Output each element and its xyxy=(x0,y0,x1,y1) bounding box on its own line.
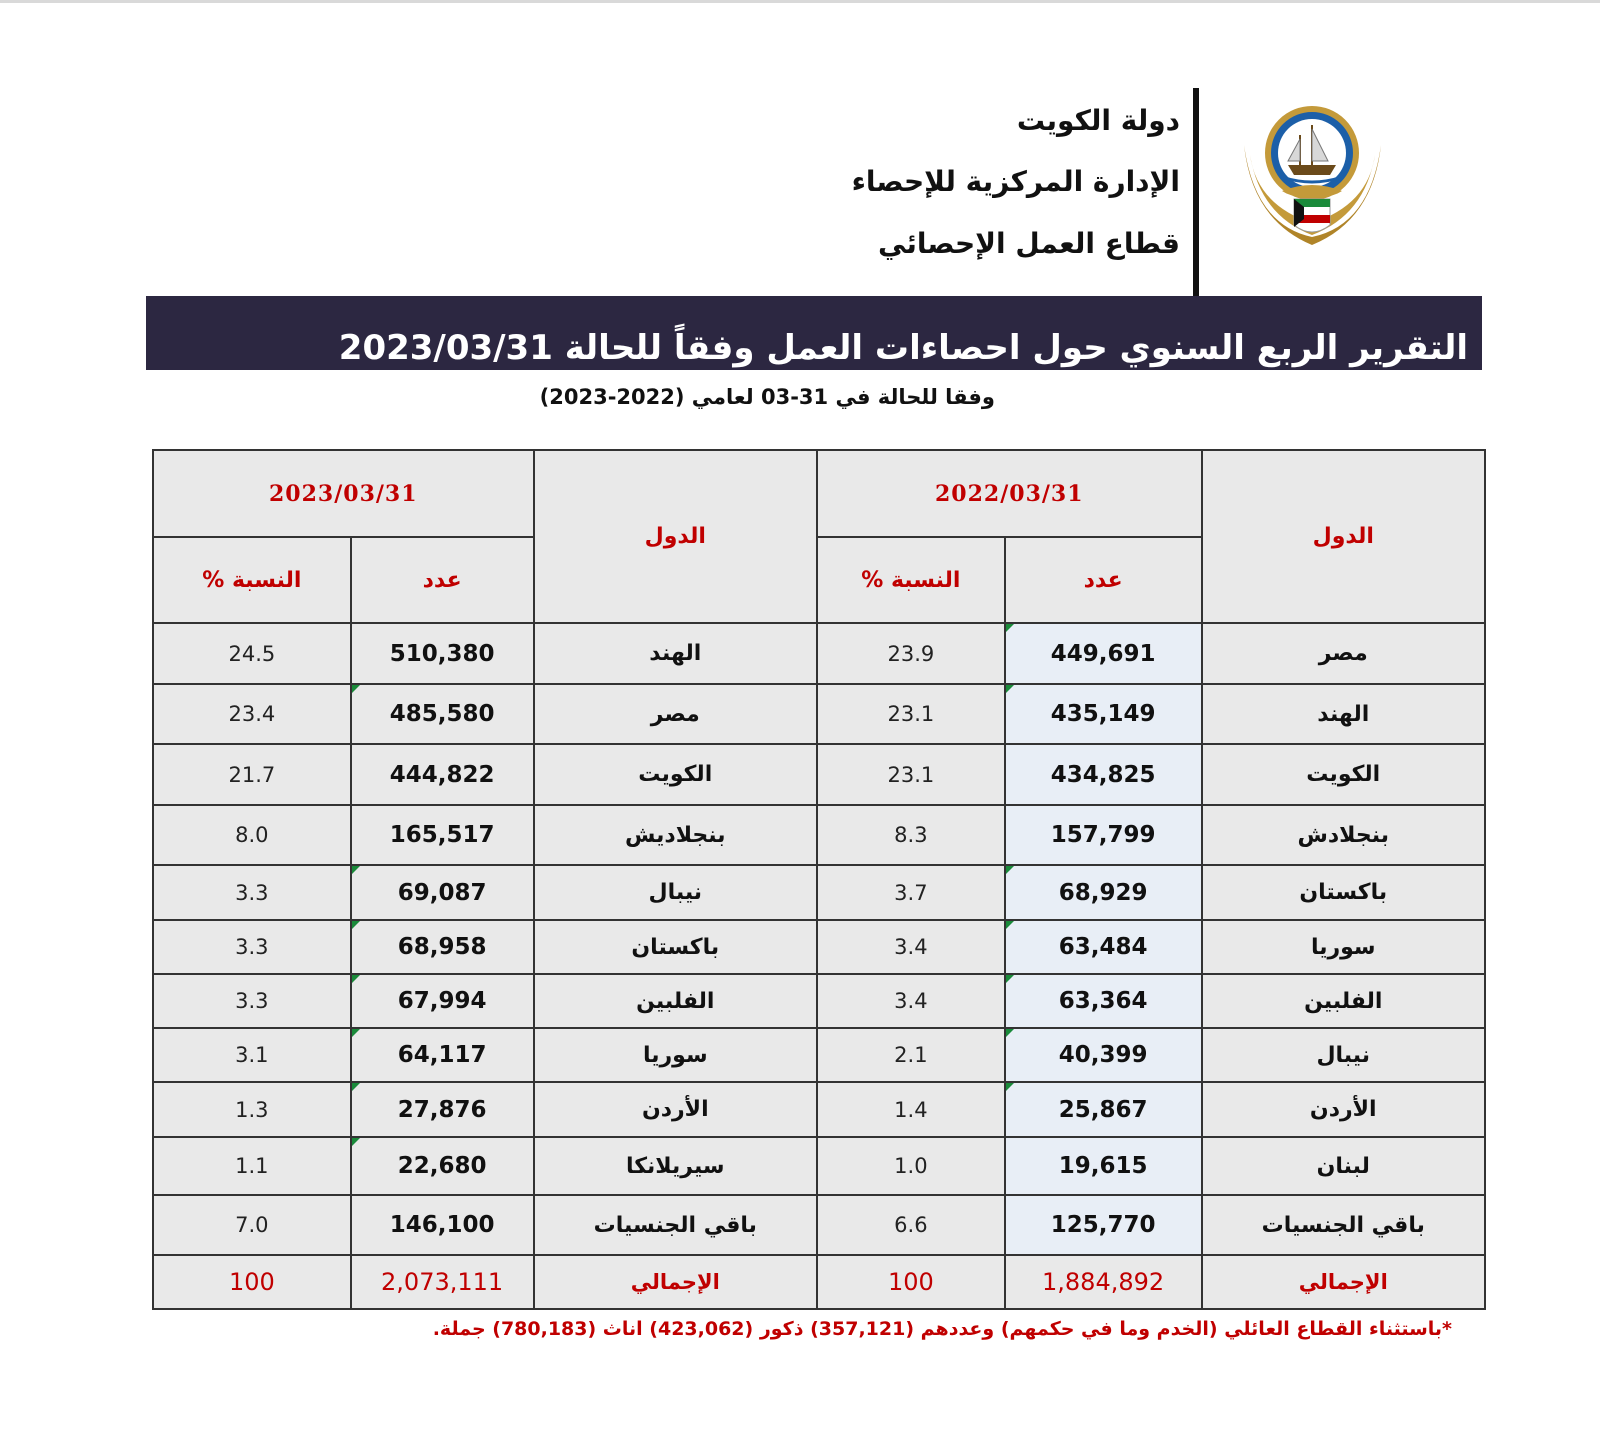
pct-2022: 6.6 xyxy=(817,1195,1005,1255)
count-header-2022: عدد xyxy=(1005,537,1202,623)
pct-header-2022: النسبة % xyxy=(817,537,1005,623)
count-2023: 67,994 xyxy=(351,974,534,1028)
pct-2022: 23.1 xyxy=(817,744,1005,805)
pct-2022: 23.1 xyxy=(817,684,1005,744)
pct-2022: 8.3 xyxy=(817,805,1005,865)
count-2023: 27,876 xyxy=(351,1082,534,1137)
count-2023: 146,100 xyxy=(351,1195,534,1255)
total-pct-2023: 100 xyxy=(153,1255,351,1309)
country-2023: سوريا xyxy=(534,1028,818,1082)
count-2022: 449,691 xyxy=(1005,623,1202,684)
country-2022: الفلبين xyxy=(1202,974,1486,1028)
pct-2022: 2.1 xyxy=(817,1028,1005,1082)
table-row xyxy=(153,1195,1485,1255)
count-2022: 435,149 xyxy=(1005,684,1202,744)
header-row-dates xyxy=(153,450,1485,537)
country-2022: سوريا xyxy=(1202,920,1486,974)
count-2023: 444,822 xyxy=(351,744,534,805)
table-row xyxy=(153,920,1485,974)
pct-2022: 1.0 xyxy=(817,1137,1005,1195)
org-name-state: دولة الكويت xyxy=(1016,104,1180,137)
top-divider xyxy=(0,0,1600,3)
pct-2022: 1.4 xyxy=(817,1082,1005,1137)
country-2023: باكستان xyxy=(534,920,818,974)
country-2022: باكستان xyxy=(1202,865,1486,920)
count-2023: 64,117 xyxy=(351,1028,534,1082)
country-header-2022: الدول xyxy=(1202,450,1486,623)
count-2022: 63,484 xyxy=(1005,920,1202,974)
labor-stats-table xyxy=(152,449,1486,1310)
total-label-2022: الإجمالي xyxy=(1202,1255,1486,1309)
country-2022: باقي الجنسيات xyxy=(1202,1195,1486,1255)
table-row xyxy=(153,805,1485,865)
pct-header-2023: النسبة % xyxy=(153,537,351,623)
pct-2023: 1.3 xyxy=(153,1082,351,1137)
country-2023: الهند xyxy=(534,623,818,684)
pct-2023: 1.1 xyxy=(153,1137,351,1195)
country-2022: الهند xyxy=(1202,684,1486,744)
pct-2023: 3.1 xyxy=(153,1028,351,1082)
total-label-2023: الإجمالي xyxy=(534,1255,818,1309)
country-2023: الكويت xyxy=(534,744,818,805)
count-header-2023: عدد xyxy=(351,537,534,623)
kuwait-emblem-icon xyxy=(1230,95,1395,260)
count-2023: 22,680 xyxy=(351,1137,534,1195)
count-2022: 63,364 xyxy=(1005,974,1202,1028)
table-row xyxy=(153,684,1485,744)
country-2023: سيريلانكا xyxy=(534,1137,818,1195)
report-subtitle: وفقا للحالة في 31-03 لعامي (2022-2023) xyxy=(539,385,995,409)
country-2023: مصر xyxy=(534,684,818,744)
pct-2023: 8.0 xyxy=(153,805,351,865)
date-header-2023: 2023/03/31 xyxy=(153,450,534,537)
table-row xyxy=(153,974,1485,1028)
table-row xyxy=(153,1028,1485,1082)
table-row xyxy=(153,1137,1485,1195)
count-2023: 165,517 xyxy=(351,805,534,865)
country-2023: الأردن xyxy=(534,1082,818,1137)
country-2022: بنجلادش xyxy=(1202,805,1486,865)
total-pct-2022: 100 xyxy=(817,1255,1005,1309)
pct-2022: 3.7 xyxy=(817,865,1005,920)
org-name-sector: قطاع العمل الإحصائي xyxy=(878,227,1180,260)
table-row xyxy=(153,744,1485,805)
header-vertical-divider xyxy=(1193,88,1199,296)
count-2022: 157,799 xyxy=(1005,805,1202,865)
pct-2023: 3.3 xyxy=(153,974,351,1028)
table-row xyxy=(153,865,1485,920)
pct-2023: 7.0 xyxy=(153,1195,351,1255)
country-2023: باقي الجنسيات xyxy=(534,1195,818,1255)
org-name-department: الإدارة المركزية للإحصاء xyxy=(851,165,1180,198)
count-2022: 68,929 xyxy=(1005,865,1202,920)
table-row xyxy=(153,623,1485,684)
count-2023: 69,087 xyxy=(351,865,534,920)
country-2023: الفلبين xyxy=(534,974,818,1028)
table-row xyxy=(153,1082,1485,1137)
pct-2023: 3.3 xyxy=(153,920,351,974)
date-header-2022: 2022/03/31 xyxy=(817,450,1201,537)
count-2023: 485,580 xyxy=(351,684,534,744)
country-2022: لبنان xyxy=(1202,1137,1486,1195)
total-row xyxy=(153,1255,1485,1309)
pct-2023: 24.5 xyxy=(153,623,351,684)
pct-2022: 23.9 xyxy=(817,623,1005,684)
pct-2023: 21.7 xyxy=(153,744,351,805)
count-2022: 25,867 xyxy=(1005,1082,1202,1137)
count-2022: 40,399 xyxy=(1005,1028,1202,1082)
country-2023: بنجلاديش xyxy=(534,805,818,865)
pct-2022: 3.4 xyxy=(817,920,1005,974)
country-2022: الكويت xyxy=(1202,744,1486,805)
count-2022: 19,615 xyxy=(1005,1137,1202,1195)
count-2022: 434,825 xyxy=(1005,744,1202,805)
country-2022: الأردن xyxy=(1202,1082,1486,1137)
footnote: *باستثناء القطاع العائلي (الخدم وما في حكمهم) وعددهم (357,121) ذكور (423,062) اناث (780,183) جملة. xyxy=(432,1318,1452,1340)
total-count-2023: 2,073,111 xyxy=(351,1255,534,1309)
total-count-2022: 1,884,892 xyxy=(1005,1255,1202,1309)
pct-2022: 3.4 xyxy=(817,974,1005,1028)
count-2023: 510,380 xyxy=(351,623,534,684)
report-title: التقرير الربع السنوي حول احصاءات العمل وفقاً للحالة 2023/03/31 xyxy=(338,328,1468,368)
country-2022: نيبال xyxy=(1202,1028,1486,1082)
count-2023: 68,958 xyxy=(351,920,534,974)
country-2023: نيبال xyxy=(534,865,818,920)
country-header-2023: الدول xyxy=(534,450,818,623)
count-2022: 125,770 xyxy=(1005,1195,1202,1255)
country-2022: مصر xyxy=(1202,623,1486,684)
pct-2023: 23.4 xyxy=(153,684,351,744)
pct-2023: 3.3 xyxy=(153,865,351,920)
